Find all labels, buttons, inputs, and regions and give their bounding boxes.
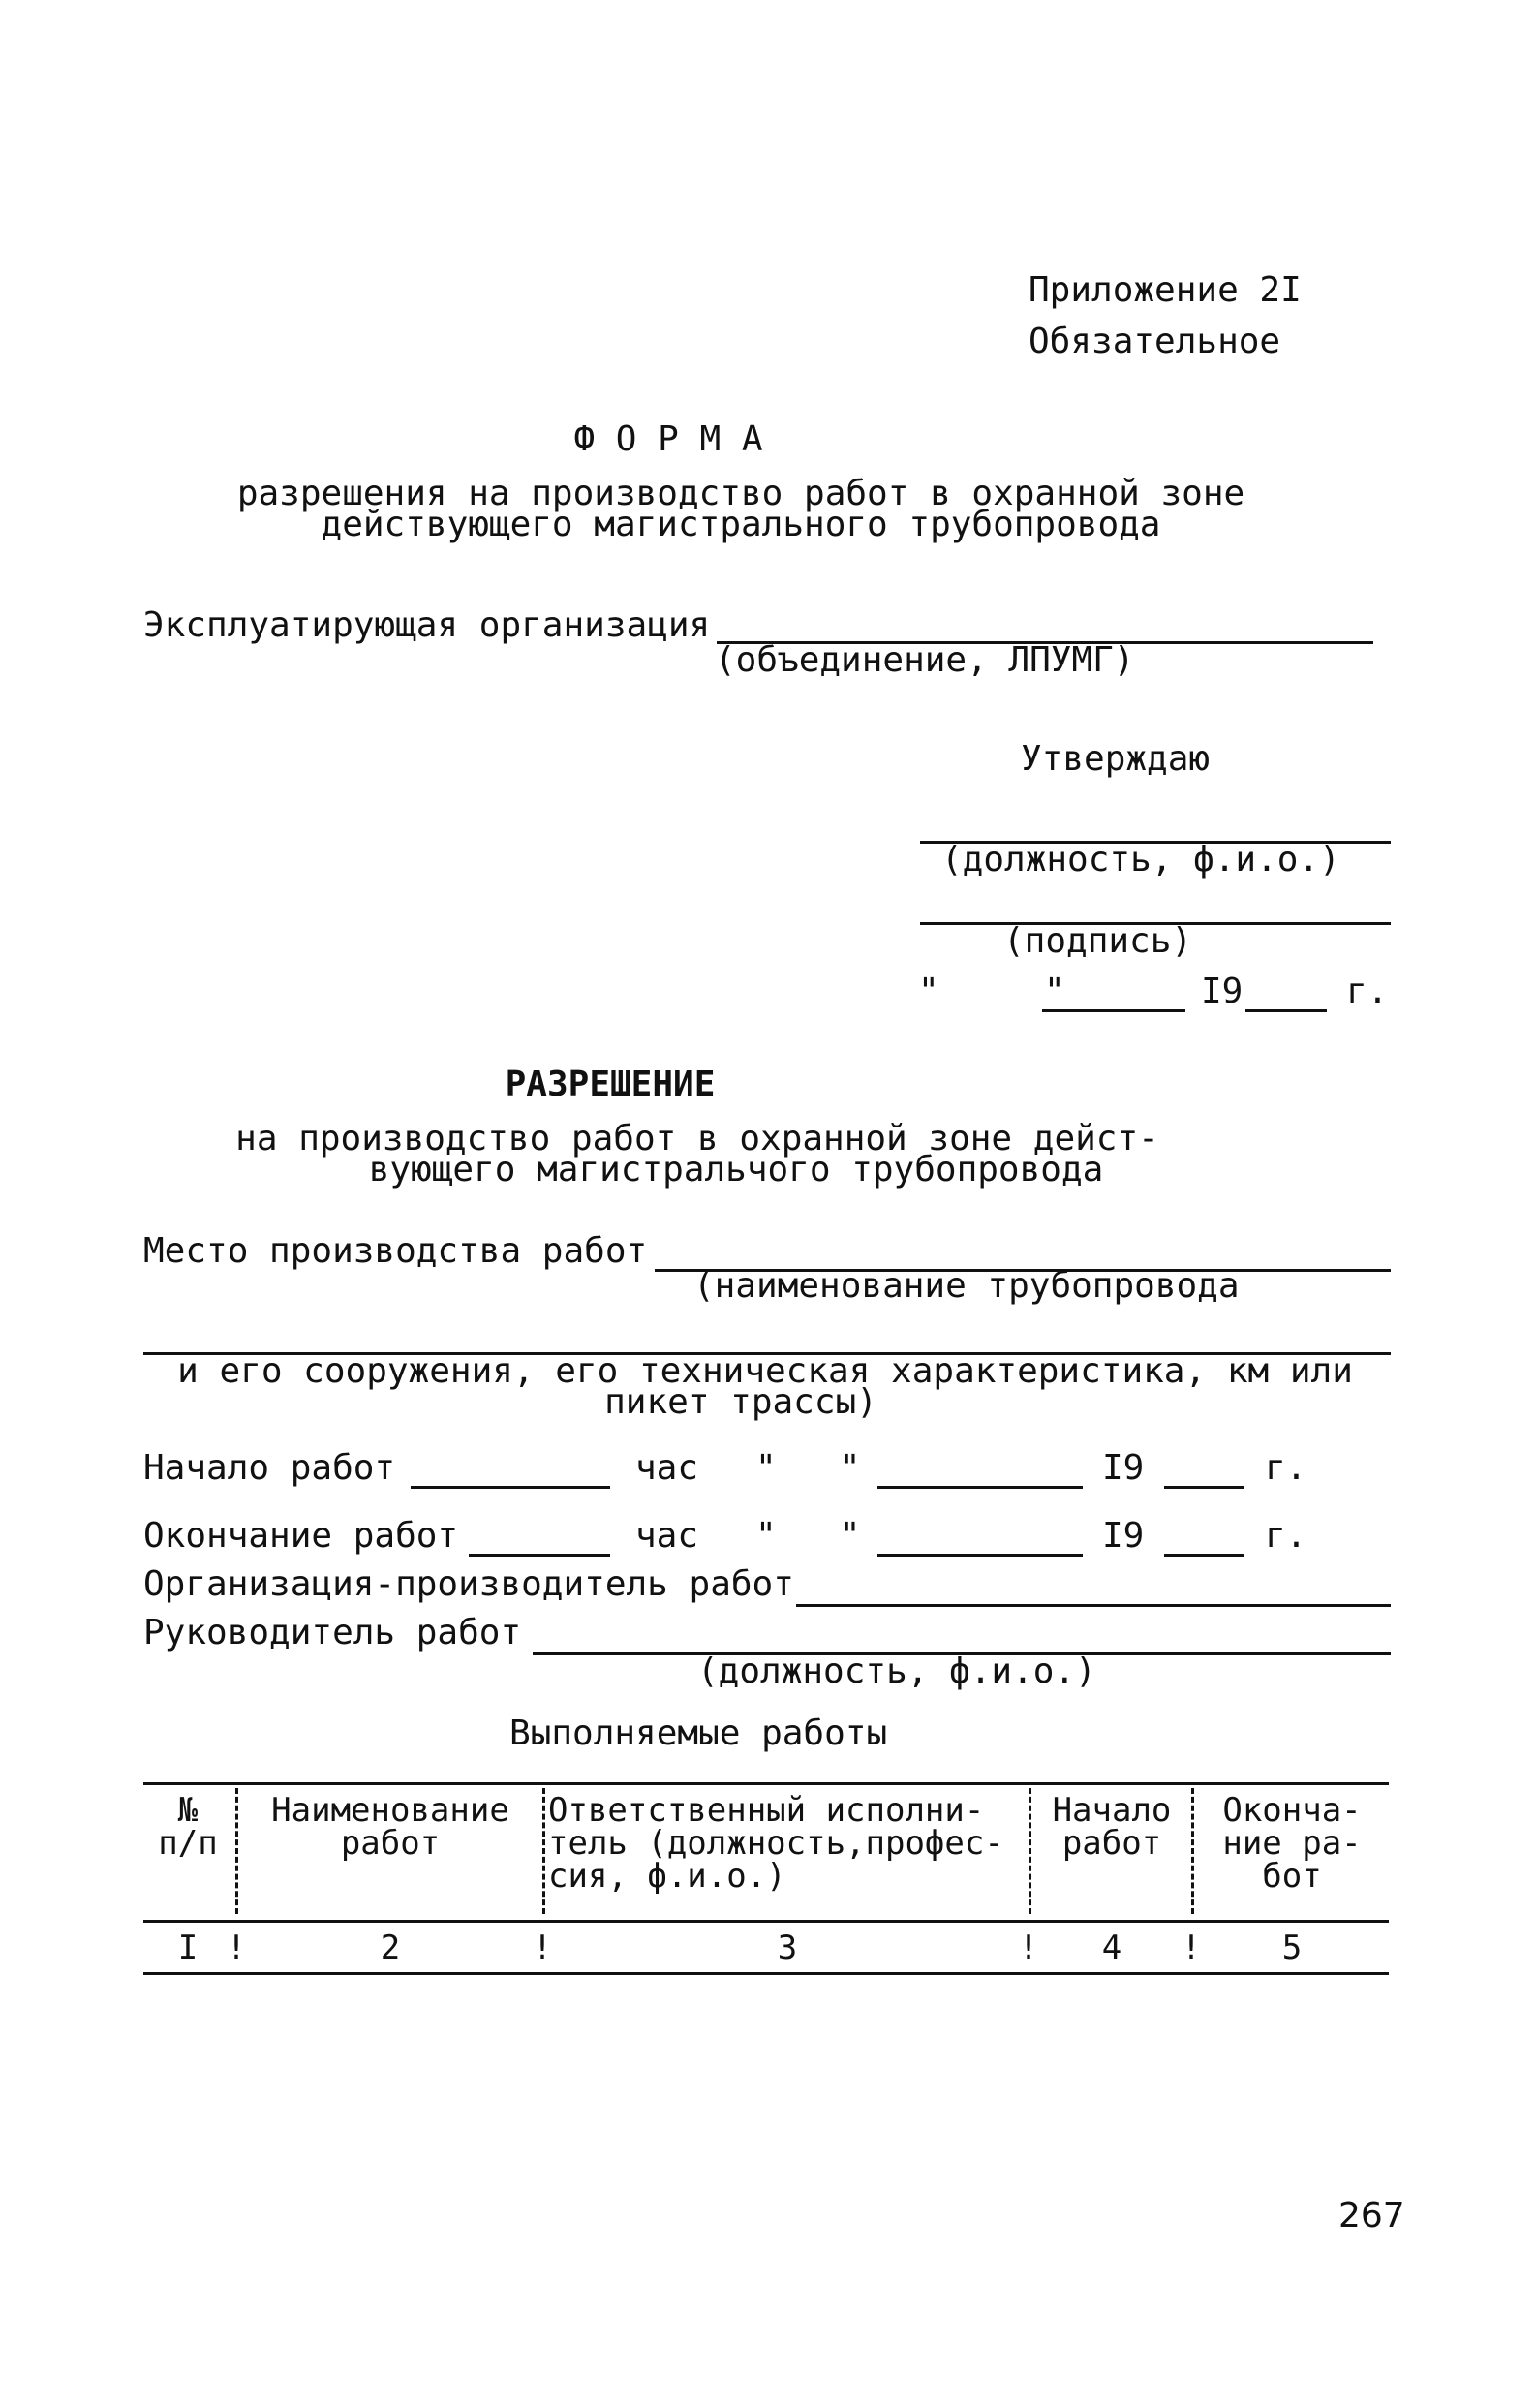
contractor-label: Организация-производитель работ — [143, 1564, 794, 1604]
table-header-work-name: Наименование работ — [271, 1791, 509, 1863]
end-year-line — [1164, 1554, 1244, 1557]
end-hour-label: час — [635, 1516, 699, 1556]
operator-label: Эксплуатирующая организация — [143, 605, 711, 645]
table-col-number-5: 5 — [1281, 1929, 1303, 1967]
table-divider-3 — [1029, 1788, 1031, 1914]
end-quotes: " " — [755, 1516, 861, 1556]
approval-signature-hint: (подпись) — [1003, 921, 1193, 961]
page-number: 267 — [1338, 2196, 1405, 2236]
form-subtitle-line2: действующего магистрального трубопровода — [321, 505, 1161, 544]
table-header-end: Оконча- ние ра- бот — [1222, 1791, 1362, 1896]
end-hour-line — [469, 1554, 610, 1557]
work-place-hint2-line1: и его сооружения, его техническая характеристика, км или — [177, 1351, 1353, 1391]
manager-hint: (должность, ф.и.о.) — [697, 1652, 1096, 1691]
table-divider-2 — [542, 1788, 545, 1914]
approval-position-hint: (должность, ф.и.о.) — [941, 840, 1340, 880]
start-hour-label: час — [635, 1448, 699, 1488]
works-table-title: Выполняемые работы — [509, 1713, 888, 1753]
work-place-label: Место производства работ — [143, 1231, 648, 1271]
permit-title: РАЗРЕШЕНИЕ — [505, 1065, 716, 1104]
contractor-field-line — [796, 1604, 1391, 1607]
table-col-number-4: 4 — [1101, 1929, 1122, 1967]
approval-year-prefix: I9 — [1201, 972, 1244, 1011]
table-col-separator: ! — [1018, 1929, 1039, 1967]
approval-month-line — [1042, 1009, 1185, 1012]
form-title: Ф О Р М А — [573, 419, 763, 459]
table-top-border — [143, 1782, 1389, 1785]
approval-label: Утверждаю — [1021, 739, 1211, 779]
table-divider-4 — [1191, 1788, 1194, 1914]
table-header-number: № п/п — [158, 1791, 218, 1863]
appendix-status: Обязательное — [1029, 322, 1281, 361]
permit-subtitle-line2: вующего магистральчого трубопровода — [368, 1150, 1104, 1189]
approval-date-quotes: " " — [918, 972, 1065, 1011]
start-quotes: " " — [755, 1448, 861, 1488]
work-place-hint2-line2: пикет трассы) — [604, 1382, 877, 1422]
end-year-suffix: г. — [1265, 1516, 1307, 1556]
end-label: Окончание работ — [143, 1516, 459, 1556]
approval-year-suffix: г. — [1346, 972, 1389, 1011]
table-header-bottom-border — [143, 1920, 1389, 1923]
table-header-start: Начало работ — [1052, 1791, 1172, 1863]
start-label: Начало работ — [143, 1448, 396, 1488]
table-bottom-border — [143, 1972, 1389, 1975]
operator-hint: (объединение, ЛПУМГ) — [715, 640, 1135, 680]
table-divider-1 — [235, 1788, 238, 1914]
table-col-separator: ! — [532, 1929, 553, 1967]
manager-label: Руководитель работ — [143, 1613, 522, 1652]
table-col-number-1: I — [177, 1929, 199, 1967]
start-hour-line — [411, 1486, 610, 1489]
end-year-prefix: I9 — [1102, 1516, 1145, 1556]
table-col-separator: ! — [1181, 1929, 1202, 1967]
approval-year-line — [1245, 1009, 1327, 1012]
start-year-line — [1164, 1486, 1244, 1489]
table-col-number-2: 2 — [380, 1929, 401, 1967]
appendix-title: Приложение 2I — [1029, 270, 1302, 310]
start-year-suffix: г. — [1265, 1448, 1307, 1488]
table-col-number-3: 3 — [777, 1929, 798, 1967]
table-col-separator: ! — [226, 1929, 247, 1967]
start-month-line — [877, 1486, 1083, 1489]
permit-subtitle-line1: на производство работ в охранной зоне дейст- — [235, 1119, 1159, 1158]
end-month-line — [877, 1554, 1083, 1557]
form-subtitle-line1: разрешения на производство работ в охранной зоне — [236, 474, 1245, 513]
start-year-prefix: I9 — [1102, 1448, 1145, 1488]
table-header-responsible: Ответственный исполни- тель (должность,профес- сия, ф.и.о.) — [548, 1791, 1004, 1896]
work-place-hint1: (наименование трубопровода — [693, 1266, 1240, 1306]
